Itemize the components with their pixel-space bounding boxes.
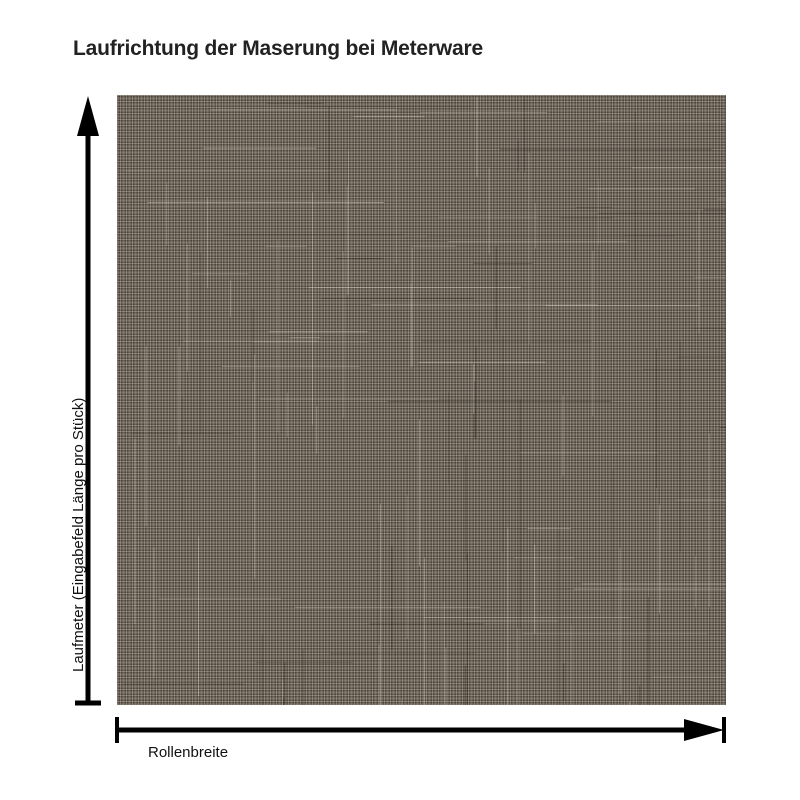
diagram-title: Laufrichtung der Maserung bei Meterware: [73, 37, 483, 60]
horizontal-arrow: [117, 717, 724, 743]
horizontal-axis-label: Rollenbreite: [148, 744, 229, 761]
vertical-axis-label: Laufmeter (Eingabefeld Länge pro Stück): [70, 397, 87, 672]
